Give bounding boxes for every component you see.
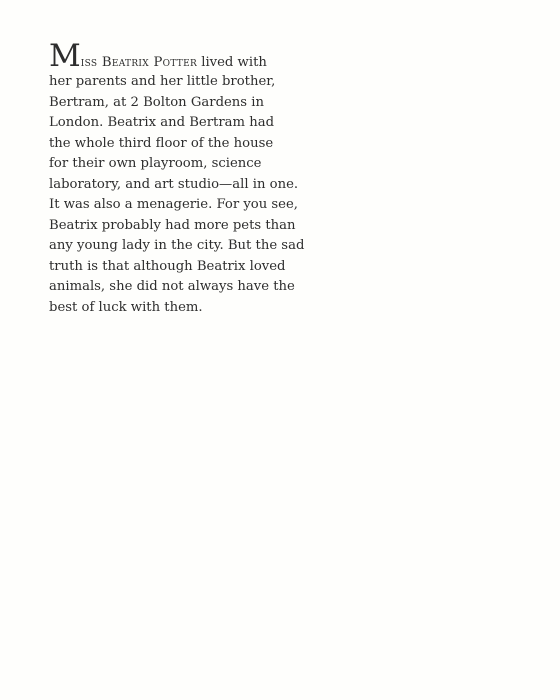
text-line: her parents and her little brother, [49, 74, 276, 89]
story-paragraph [49, 38, 305, 318]
text-line: any young lady in the city. But the sad [49, 238, 305, 253]
text-line: the whole third floor of the house [49, 135, 274, 151]
first-line-text: lived with [197, 55, 267, 70]
text-line: best of luck with them. [49, 299, 203, 315]
text-line: truth is that although Beatrix loved [49, 258, 286, 274]
text-line: laboratory, and art studio—all in one. [49, 176, 299, 192]
first-line [49, 38, 274, 74]
text-line: London. Beatrix and Bertram had [49, 115, 275, 130]
text-line: animals, she did not always have the [49, 279, 295, 294]
text-line: It was also a menagerie. For you see, [49, 197, 298, 212]
text-line: Bertram, at 2 Bolton Gardens in [49, 94, 264, 110]
lead-in-small-caps: iss Beatrix Potter [80, 55, 198, 70]
text-line: Beatrix probably had more pets than [49, 217, 296, 233]
drop-cap: M [49, 38, 81, 74]
text-line: for their own playroom, science [49, 156, 262, 171]
